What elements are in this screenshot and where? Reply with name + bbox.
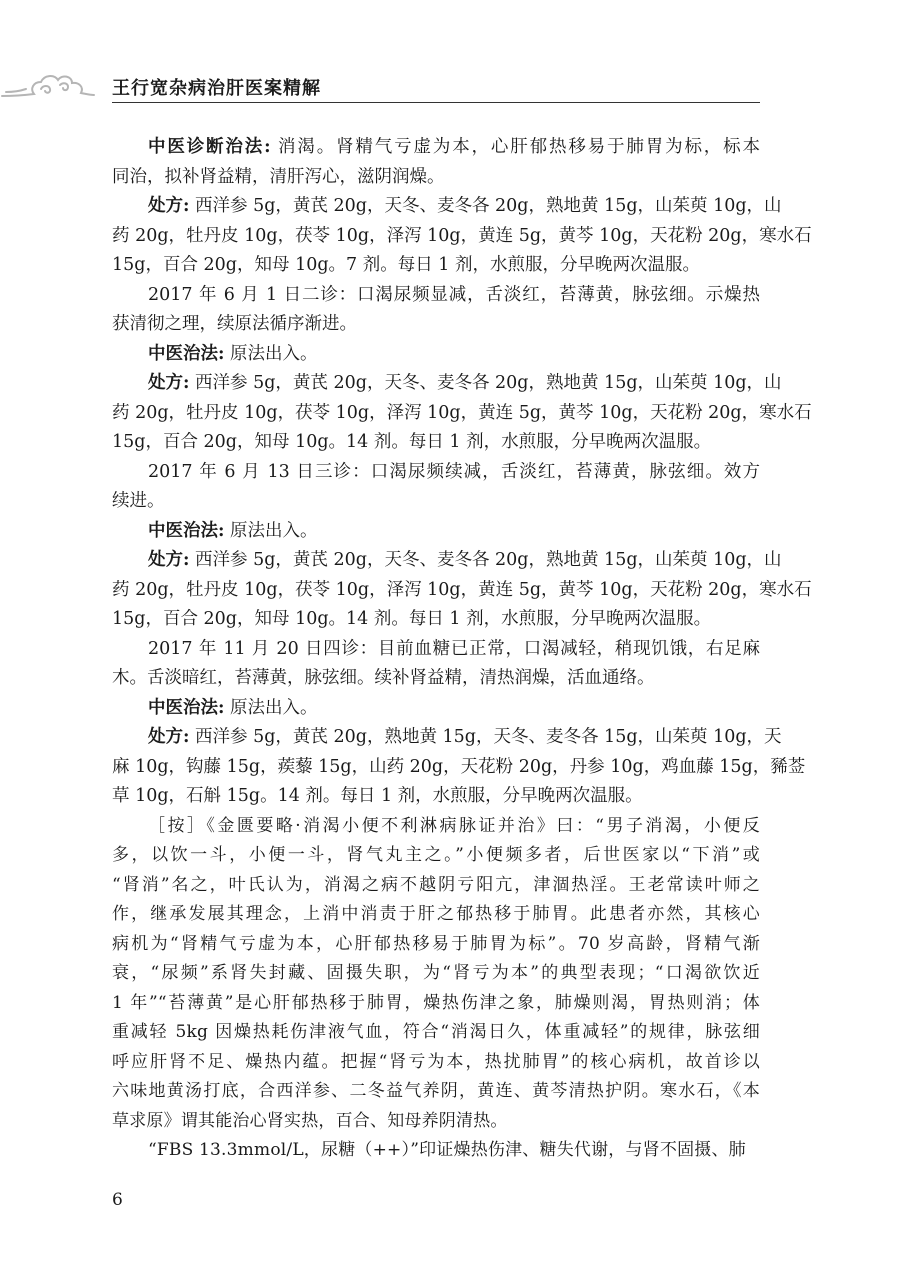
line-text: 原法出入。 <box>224 520 318 541</box>
line-text: 获清彻之理，续原法循序渐进。 <box>112 314 357 334</box>
line-text: 西洋参 5g，黄芪 20g，熟地黄 15g，天冬、麦冬各 15g，山茱萸 10g，天 <box>189 727 782 747</box>
line-text: 消渴。肾精气亏虚为本，心肝郁热移易于肺胃为标，标本 <box>270 137 761 157</box>
line-text: 同治，拟补肾益精，清肝泻心，滋阴润燥。 <box>112 166 445 187</box>
text-line <box>112 930 760 960</box>
section-label: 中医诊断治法: <box>148 137 271 157</box>
paragraph <box>112 192 812 281</box>
paragraph <box>112 723 806 812</box>
header-divider <box>112 102 760 103</box>
body-text <box>112 133 812 1166</box>
text-line <box>112 369 782 399</box>
text-line <box>112 399 812 429</box>
line-text: 多，以饮一斗，小便一斗，肾气丸主之。”小便频多者，后世医家以“下消”或 <box>112 845 760 865</box>
text-line <box>112 694 760 724</box>
text-line <box>112 517 760 547</box>
line-text: 呼应肝肾不足、燥热内蕴。把握“肾亏为本，热扰肺胃”的核心病机，故首诊以 <box>112 1051 760 1072</box>
section-label: 中医治法: <box>148 343 225 364</box>
running-header <box>0 55 900 110</box>
line-text: 木。舌淡暗红，苔薄黄，脉弦细。续补肾益精，清热润燥，活血通络。 <box>112 668 655 688</box>
paragraph <box>112 281 760 340</box>
line-text: 原法出入。 <box>224 343 318 364</box>
line-text: “肾消”名之，叶氏认为，消渴之病不越阴亏阳亢，津涸热淫。王老常读叶师之 <box>112 874 760 895</box>
page-number: 6 <box>112 1190 123 1210</box>
paragraph <box>112 517 760 547</box>
text-line <box>112 192 782 222</box>
text-line <box>112 546 782 576</box>
line-text: 药 20g，牡丹皮 10g，茯苓 10g，泽泻 10g，黄连 5g，黄芩 10g，天花粉 20g，寒水石 <box>112 402 812 423</box>
text-line <box>112 310 760 340</box>
paragraph <box>112 635 760 694</box>
line-text: ［按］《金匮要略·消渴小便不利淋病脉证并治》曰：“男子消渴，小便反 <box>148 815 760 836</box>
text-line <box>112 1018 760 1048</box>
line-text: 草 10g，石斛 15g。14 剂。每日 1 剂，水煎服，分早晚两次温服。 <box>112 786 643 806</box>
paragraph <box>112 133 760 192</box>
paragraph <box>112 546 812 635</box>
text-line <box>112 605 760 635</box>
paragraph <box>112 369 812 458</box>
line-text: 重减轻 5kg 因燥热耗伤津液气血，符合“消渴日久，体重减轻”的规律，脉弦细 <box>112 1022 760 1042</box>
section-label: 处方: <box>148 727 190 747</box>
line-text: 西洋参 5g，黄芪 20g，天冬、麦冬各 20g，熟地黄 15g，山茱萸 10g，山 <box>189 550 782 570</box>
text-line <box>112 251 760 281</box>
text-line <box>112 163 760 193</box>
text-line <box>112 1048 760 1078</box>
paragraph <box>112 694 760 724</box>
line-text: 15g，百合 20g，知母 10g。7 剂。每日 1 剂，水煎服，分早晚两次温服。 <box>112 255 700 275</box>
section-label: 处方: <box>148 550 190 570</box>
text-line <box>112 1107 760 1137</box>
text-line <box>112 487 760 517</box>
line-text: 原法出入。 <box>224 697 318 718</box>
line-text: 作，继承发展其理念，上消中消责于肝之郁热移于肺胃。此患者亦然，其核心 <box>112 904 760 924</box>
paragraph <box>112 458 760 517</box>
section-label: 处方: <box>148 196 190 216</box>
line-text: 药 20g，牡丹皮 10g，茯苓 10g，泽泻 10g，黄连 5g，黄芩 10g，天花粉 20g，寒水石 <box>112 579 812 600</box>
line-text: 2017 年 11 月 20 日四诊：目前血糖已正常，口渴减轻，稍现饥饿，右足麻 <box>148 638 760 659</box>
text-line <box>112 428 760 458</box>
text-line <box>112 635 760 665</box>
line-text: 西洋参 5g，黄芪 20g，天冬、麦冬各 20g，熟地黄 15g，山茱萸 10g，山 <box>189 373 782 393</box>
line-text: “FBS 13.3mmol/L，尿糖（++）”印证燥热伤津、糖失代谢，与肾不固摄、肺 <box>148 1140 746 1160</box>
text-line <box>112 812 760 842</box>
paragraph <box>112 340 760 370</box>
line-text: 1 年”“苔薄黄”是心肝郁热移于肺胃，燥热伤津之象，肺燥则渴，胃热则消；体 <box>112 992 760 1013</box>
line-text: 15g，百合 20g，知母 10g。14 剂。每日 1 剂，水煎服，分早晚两次温服。 <box>112 609 712 629</box>
line-text: 续进。 <box>112 491 165 511</box>
cloud-ornament-icon <box>0 67 96 101</box>
commentary <box>112 812 760 1166</box>
line-text: 2017 年 6 月 1 日二诊：口渴尿频显减，舌淡红，苔薄黄，脉弦细。示燥热 <box>148 284 760 305</box>
text-line <box>112 723 782 753</box>
text-line <box>112 664 760 694</box>
section-label: 中医治法: <box>148 697 225 718</box>
line-text: 麻 10g，钩藤 15g，蒺藜 15g，山药 20g，天花粉 20g，丹参 10g，鸡血藤 15g，豨莶 <box>112 756 806 777</box>
text-line <box>112 871 760 901</box>
text-line <box>112 1077 760 1107</box>
text-line <box>112 222 812 252</box>
line-text: 六味地黄汤打底，合西洋参、二冬益气养阴，黄连、黄芩清热护阴。寒水石，《本 <box>112 1081 760 1101</box>
line-text: 15g，百合 20g，知母 10g。14 剂。每日 1 剂，水煎服，分早晚两次温服。 <box>112 432 712 452</box>
text-line <box>112 959 760 989</box>
line-text: 衰，“尿频”系肾失封藏、固摄失职，为“肾亏为本”的典型表现；“口渴欲饮近 <box>112 963 760 983</box>
text-line <box>112 340 760 370</box>
text-line <box>112 458 760 488</box>
text-line <box>112 1136 760 1166</box>
text-line <box>112 782 760 812</box>
line-text: 草求原》谓其能治心肾实热，百合、知母养阴清热。 <box>112 1110 508 1131</box>
line-text: 2017 年 6 月 13 日三诊：口渴尿频续减，舌淡红，苔薄黄，脉弦细。效方 <box>148 461 760 482</box>
text-line <box>112 900 760 930</box>
text-line <box>112 841 760 871</box>
line-text: 药 20g，牡丹皮 10g，茯苓 10g，泽泻 10g，黄连 5g，黄芩 10g，天花粉 20g，寒水石 <box>112 225 812 246</box>
text-line <box>112 281 760 311</box>
line-text: 病机为“肾精气亏虚为本，心肝郁热移易于肺胃为标”。70 岁高龄，肾精气渐 <box>112 933 760 954</box>
text-line <box>112 133 760 163</box>
section-label: 处方: <box>148 373 190 393</box>
text-line <box>112 989 760 1019</box>
text-line <box>112 753 806 783</box>
running-header-title: 王行宽杂病治肝医案精解 <box>112 78 321 99</box>
line-text: 西洋参 5g，黄芪 20g，天冬、麦冬各 20g，熟地黄 15g，山茱萸 10g，山 <box>189 196 782 216</box>
text-line <box>112 576 812 606</box>
section-label: 中医治法: <box>148 520 225 541</box>
